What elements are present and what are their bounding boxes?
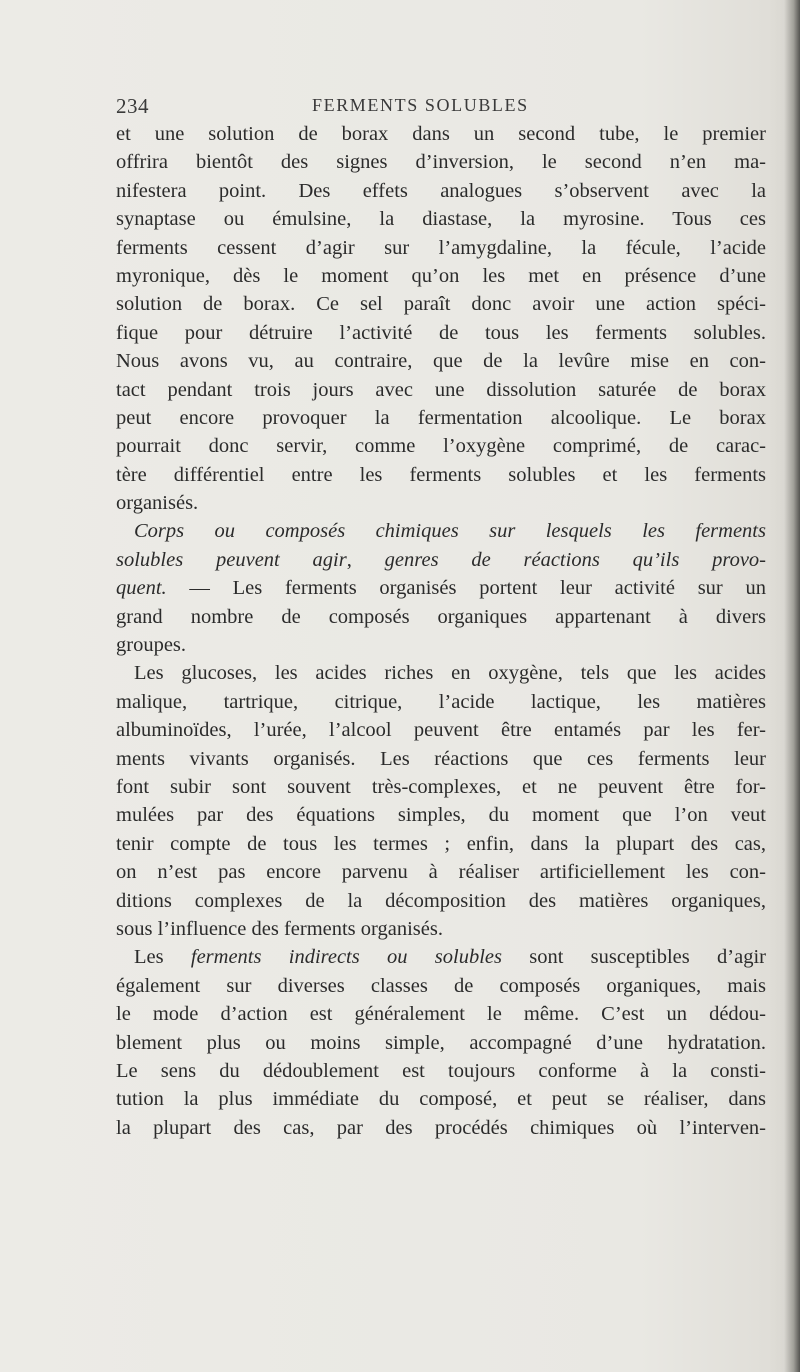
text-line (116, 205, 766, 233)
text-line (116, 745, 766, 773)
text-line (116, 262, 766, 290)
text-line (116, 972, 766, 1000)
text-line (116, 148, 766, 176)
text-segment: Le sens du dédoublement est toujours conforme à la consti- (116, 1059, 766, 1082)
text-segment: la plupart des cas, par des procédés chimiques où l’interven- (116, 1116, 766, 1139)
text-segment: tution la plus immédiate du composé, et peut se réaliser, dans (116, 1088, 766, 1111)
text-line (116, 1114, 766, 1142)
text-line (116, 1029, 766, 1057)
text-segment: malique, tartrique, citrique, l’acide lactique, les matières (116, 690, 766, 713)
text-segment: le mode d’action est généralement le même. C’est un dédou- (116, 1003, 766, 1026)
text-line (116, 376, 766, 404)
page-number: 234 (116, 94, 149, 118)
text-segment: organisés. (116, 492, 199, 515)
text-line (116, 943, 766, 971)
text-segment: pourrait donc servir, comme l’oxygène comprimé, de carac- (116, 435, 766, 458)
text-line (116, 1085, 766, 1113)
text-line (116, 716, 766, 744)
text-line (116, 1000, 766, 1028)
text-segment: sous l’influence des ferments organisés. (116, 917, 443, 940)
text-segment: nifestera point. Des effets analogues s’observent avec la (116, 179, 766, 202)
text-segment: grand nombre de composés organiques appartenant à divers (116, 605, 766, 628)
text-line (116, 432, 766, 460)
text-segment: tenir compte de tous les termes ; enfin, dans la plupart des cas, (116, 832, 766, 855)
text-segment: également sur diverses classes de composés organiques, mais (116, 974, 766, 997)
text-segment: on n’est pas encore parvenu à réaliser artificiellement les con- (116, 861, 766, 884)
text-line (116, 120, 766, 148)
text-line (116, 574, 766, 602)
text-line (116, 517, 766, 545)
text-segment: , (346, 548, 385, 571)
text-line (116, 801, 766, 829)
text-segment: ditions complexes de la décomposition des matières organiques, (116, 889, 766, 912)
text-segment: albuminoïdes, l’urée, l’alcool peuvent être entamés par les fer- (116, 719, 766, 742)
text-line (116, 631, 766, 659)
text-line (116, 858, 766, 886)
text-line (116, 290, 766, 318)
text-segment: font subir sont souvent très-complexes, et ne peuvent être for- (116, 775, 766, 798)
text-line (116, 319, 766, 347)
text-line (116, 1057, 766, 1085)
text-segment: — Les ferments organisés portent leur activité sur un (166, 577, 766, 600)
text-segment: Les (134, 946, 191, 969)
text-line (116, 546, 766, 574)
text-line (116, 461, 766, 489)
text-segment: ments vivants organisés. Les réactions que ces ferments leur (116, 747, 766, 770)
text-segment: mulées par des équations simples, du moment que l’on veut (116, 804, 766, 827)
italic-text-segment: quent. (116, 577, 167, 600)
text-line (116, 688, 766, 716)
page-edge-shadow (784, 0, 800, 1372)
text-line (116, 234, 766, 262)
italic-text-segment: solubles peuvent agir (116, 548, 347, 571)
text-line (116, 773, 766, 801)
text-segment: sont susceptibles d’agir (501, 946, 766, 969)
text-segment: peut encore provoquer la fermentation alcoolique. Le borax (116, 406, 766, 429)
text-segment: solution de borax. Ce sel paraît donc avoir une action spéci- (116, 293, 766, 316)
text-segment: tère différentiel entre les ferments solubles et les ferments (116, 463, 766, 486)
text-line (116, 404, 766, 432)
text-line (116, 603, 766, 631)
text-line (116, 830, 766, 858)
text-segment: offrira bientôt des signes d’inversion, le second n’en ma- (116, 151, 766, 174)
text-segment: myronique, dès le moment qu’on les met en présence d’une (116, 264, 766, 287)
body-text (116, 120, 766, 1142)
text-line (116, 915, 766, 943)
text-segment: fique pour détruire l’activité de tous les ferments solubles. (116, 321, 766, 344)
italic-text-segment: Corps ou composés chimiques sur lesquels les ferments (134, 520, 766, 543)
text-segment: synaptase ou émulsine, la diastase, la myrosine. Tous ces (116, 208, 766, 231)
text-segment: Nous avons vu, au contraire, que de la levûre mise en con- (116, 350, 766, 373)
italic-text-segment: genres de réactions qu’ils provo- (384, 548, 766, 571)
text-line (116, 347, 766, 375)
text-segment: ferments cessent d’agir sur l’amygdaline, la fécule, l’acide (116, 236, 766, 259)
text-line (116, 489, 766, 517)
text-line (116, 177, 766, 205)
text-segment: blement plus ou moins simple, accompagné d’une hydratation. (116, 1031, 766, 1054)
text-segment: et une solution de borax dans un second tube, le premier (116, 123, 766, 145)
text-line (116, 887, 766, 915)
running-title: FERMENTS SOLUBLES (312, 95, 529, 115)
text-segment: tact pendant trois jours avec une dissolution saturée de borax (116, 378, 766, 401)
text-segment: groupes. (116, 634, 187, 657)
text-segment: Les glucoses, les acides riches en oxygène, tels que les acides (134, 662, 766, 685)
italic-text-segment: ferments indirects ou solubles (190, 946, 502, 969)
text-line (116, 659, 766, 687)
